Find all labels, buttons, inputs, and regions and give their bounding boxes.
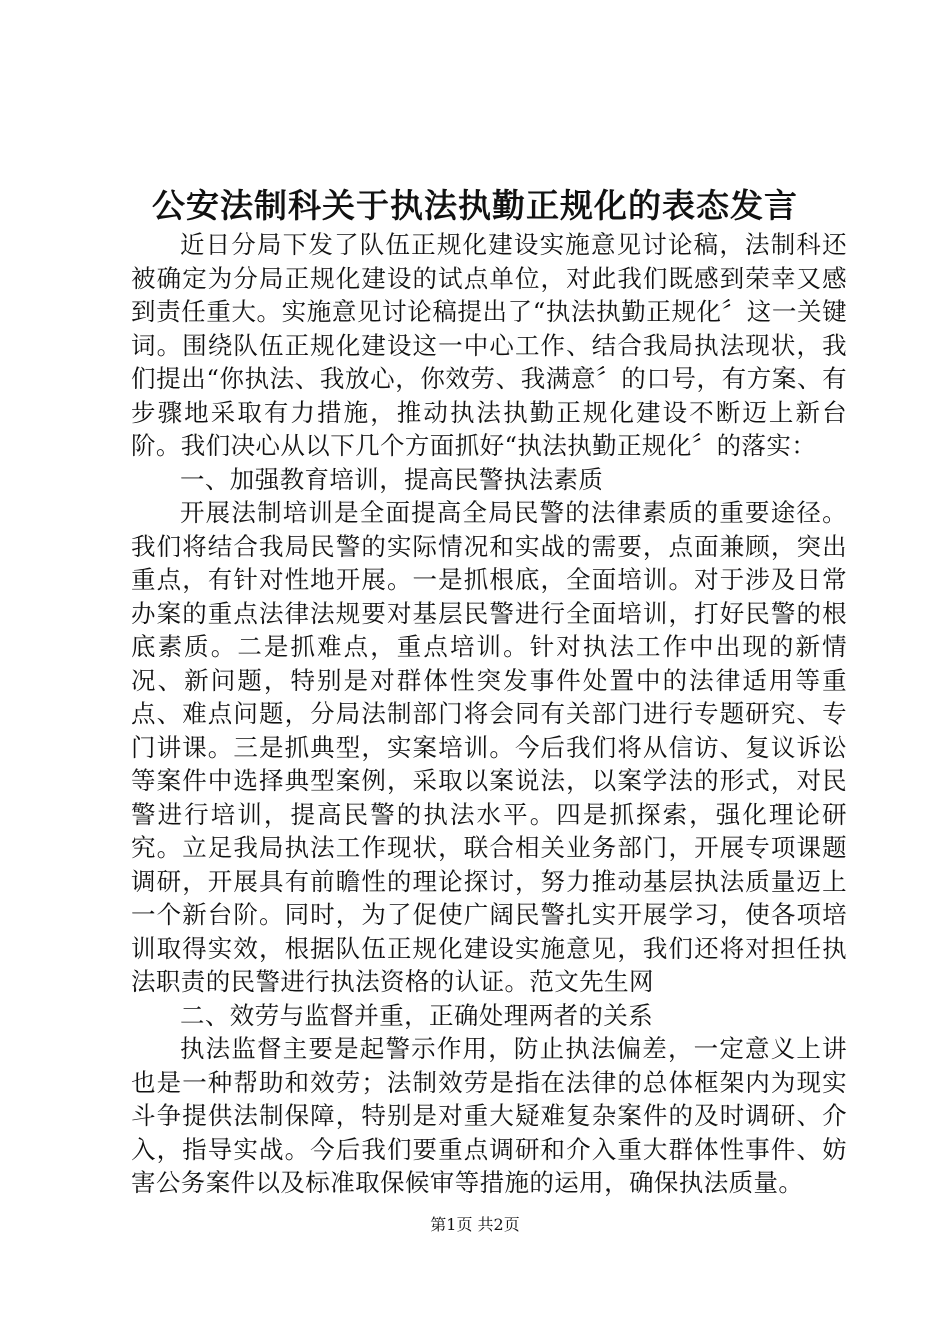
- paragraph-intro: 近日分局下发了队伍正规化建设实施意见讨论稿，法制科还被确定为分局正规化建设的试点单位，对此我们既感到荣幸又感到责任重大。实施意见讨论稿提出了“执法执勤正规化〞这一关键词。围绕队伍正规化建设这一中心工作、结合我局执法现状，我们提出“你执法、我放心，你效劳、我满意〞的口号，有方案、有步骤地采取有力措施，推动执法执勤正规化建设不断迈上新台阶。我们决心从以下几个方面抓好“执法执勤正规化〞的落实：: [131, 230, 847, 460]
- section-heading-1: 一、加强教育培训，提高民警执法素质: [180, 464, 604, 494]
- document-title: 公安法制科关于执法执勤正规化的表态发言: [152, 186, 798, 225]
- paragraph-training: 开展法制培训是全面提高全局民警的法律素质的重要途径。我们将结合我局民警的实际情况和实战的需要，点面兼顾，突出重点，有针对性地开展。一是抓根底，全面培训。对于涉及日常办案的重点法律法规要对基层民警进行全面培训，打好民警的根底素质。二是抓难点，重点培训。针对执法工作中出现的新情况、新问题，特别是对群体性突发事件处置中的法律适用等重点、难点问题，分局法制部门将会同有关部门进行专题研究、专门讲课。三是抓典型，实案培训。今后我们将从信访、复议诉讼等案件中选择典型案例，采取以案说法，以案学法的形式，对民警进行培训，提高民警的执法水平。四是抓探索，强化理论研究。立足我局执法工作现状，联合相关业务部门，开展专项课题调研，开展具有前瞻性的理论探讨，努力推动基层执法质量迈上一个新台阶。同时，为了促使广阔民警扎实开展学习，使各项培训取得实效，根据队伍正规化建设实施意见，我们还将对担任执法职责的民警进行执法资格的认证。范文先生网: [131, 498, 847, 996]
- paragraph-supervision: 执法监督主要是起警示作用，防止执法偏差，一定意义上讲也是一种帮助和效劳；法制效劳是指在法律的总体框架内为现实斗争提供法制保障，特别是对重大疑难复杂案件的及时调研、介入，指导实战。今后我们要重点调研和介入重大群体性事件、妨害公务案件以及标准取保候审等措施的运用，确保执法质量。: [131, 1034, 847, 1197]
- section-heading-2: 二、效劳与监督并重，正确处理两者的关系: [180, 1000, 654, 1030]
- document-body: [131, 228, 847, 1200]
- page-number-footer: 第1页 共2页: [430, 1215, 520, 1234]
